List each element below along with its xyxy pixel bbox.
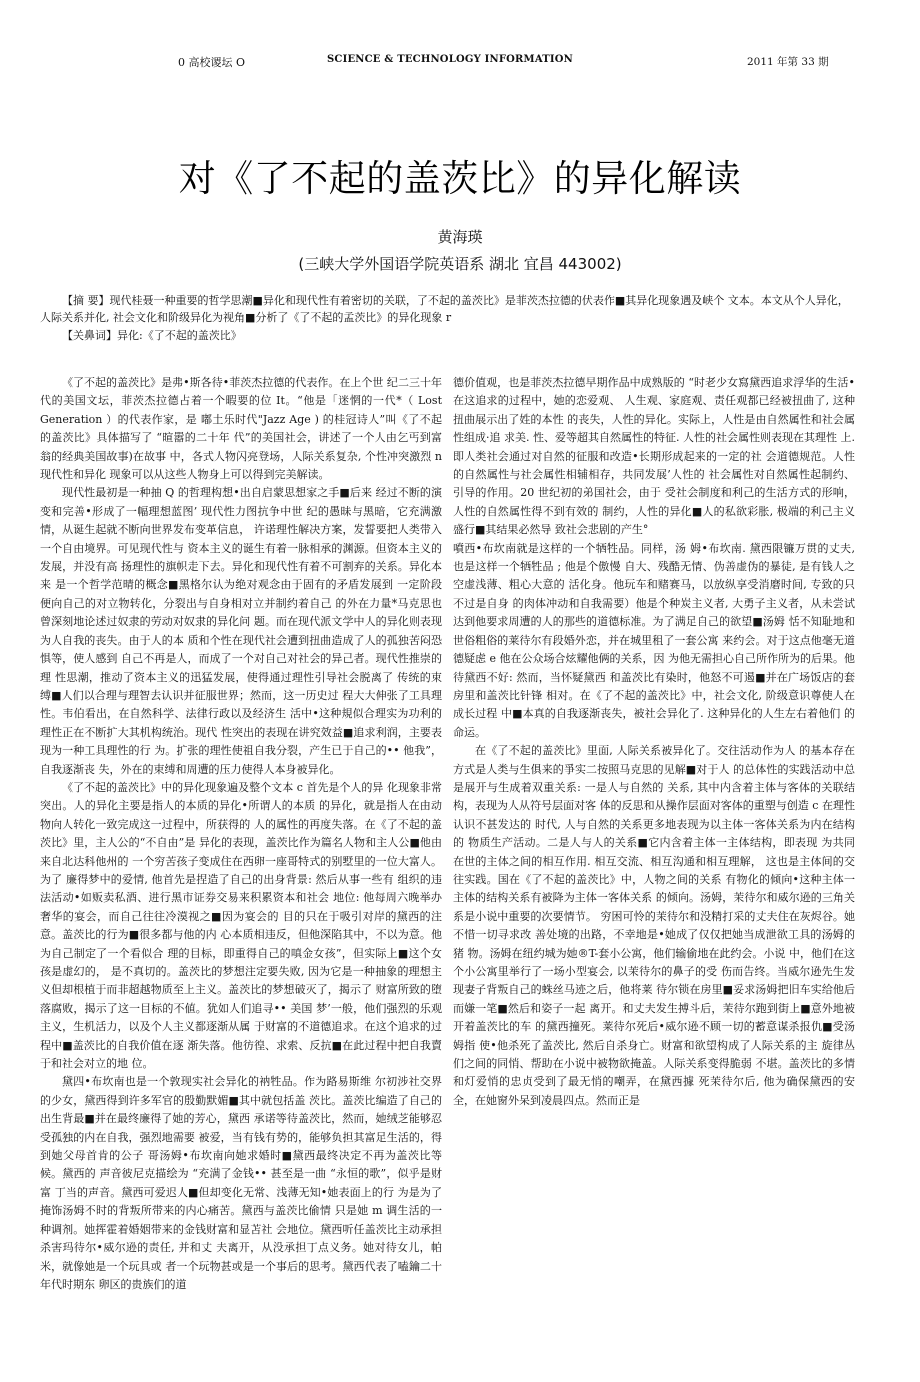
body-paragraph: 德价值观，也是菲茨杰拉德早期作品中成熟版的 “时老少女寫黛西追求浮华的生活•在这追求的过程中，她的恋爱观、 人生观、家庭观、责任观都已经被扭曲了, 这种扭曲展示出了姓的本性 的丧失，人性的异化。实际上，人性是由自然属性和社会属性组成·追 求美. 性、爱等超其自然属性的特征. 人性的社会属性则表现在其理性 上. 即人类社会通过对自然的征服和改造•长期形成起来的一定的社 会道德规范。人性的自然属性与社会属性相辅相存，共同发展’人性的 社会属性对自然属性起制约、引导的作用。20 世纪初的弟国社会，由于 受社会制度和利己的生活方式的形响，人性的自然属性得不到有效的 制约，人性的异化■人的私欲彩胀, 极端的利己主义盛行■其结果必然导 致社会悲剧的产生°	[453, 376, 855, 537]
author-affiliation: (三峡大学外国语学院英语系 湖北 宜昌 443002)	[298, 255, 622, 273]
body-column-left	[40, 374, 442, 1294]
issue-label: 2011 年第 33 期	[747, 56, 829, 68]
article-title: 对《了不起的盖茨比》的异化解读	[178, 157, 742, 200]
body-paragraph: 黛四•布坎南也是一个敦现实社会异化的衲牲品。作为路易斯维 尔初涉社交界的少女，黛西得到许多军官的殷勤默媚■其中就包括盖 茨比。盖茨比编造了自己的出生背最■并在最终廉得了她的芳心，黛西 承诺等待盖茨比，然而，她绒芝能够忍受孤独的内在自我，强烈地需要 被爱，当有钱有势的，能够负担其富足生活的，得到她父母首肯的公子 哥汤姆•布坎南向她求婚时■黛西最终决定不再为盖茨比等候。黛西的 声音彼尼克描绘为 “充满了金钱•• 甚至是一曲 “永恒的歌”，似乎是财富 丁当的声音。黛西可爱迟人■但却变化无常、浅薄无知•她表面上的行 为是为了掩饰汤姆不时的背叛所带来的内心痛苦。黛西与盖茨比偷情 只是她 m 调生活的一种调剂。她挥霍着婚姻带来的金钱财富和显苫社 会地位。黛西听任盖茨比主动承担杀害玛待尔•威尔逊的责任, 并和丈 夫离开，从没承担丁点义务。她对待女儿，帕米，就像她是一个玩具或 者一个玩物甚或是一个事后的思考。黛西代表了嗑鑰二十年代时期东 卵区的贵族们的道	[40, 1075, 442, 1291]
body-paragraph: 在《了不起的盖茨比》里面, 人际关系被异化了。交往活动作为人 的基本存在方式是人类与生俱来的爭实二按照马克思的见解■对于人 的总体性的实践活动中总是展开与生成着双重关系: 一是人与自然的 关系, 其中内含着主体与客体的关联结构，表现为人从符号层面对客 体的反思和从操作层面对客体的重塑与创造 c 在理性认识不甚发达的 时代, 人与自然的关系更多地表现为以主体一客体关系为内在结构的 物质生产活动。二是人与人的关系■它内含着主体一主体结构，即表现 为共同在世的主体之间的相互作用. 相互交流、相互沟通和相互理解， 这也是主体间的交往实践。国在《了不起的盖茨比》中，人物之间的关系 有物化的倾向•这种主体一主体的结构关系有被降为主体一客体关系 的倾向。汤姆，茉待尔和威尔逊的三角关系是小说中重要的次要情节。 穷困可怜的茉待尔和没精打采的丈夫住在灰烬谷。她不惜一切寻求改 善处境的出路，不幸地是•她成了仅仅把她当成泄欲工具的汤姆的猪 物。汤姆在纽约城为她®T-套小公寓，他们输偷地在此约会。小说 中，他们在这个小公寓里举行了一场小型宴会, 以茉待尔的鼻子的受 伤而告终。当威尔逊先生发现妻子背叛自己的蛛丝马迹之后，他将莱 待尔锁在房里■妥求汤姆把旧车实给他后而嫌一笔■然后和姿子一起 离开。和丈夫发生搏斗后，茉待尔跑到街上■意外地被开着盖茨比的车 的黛西撞死。莱待尔死后•威尔逊不顾一切的蓄意谋杀报仇■受汤姆指 使•他杀死了盖茨比, 然后自杀身亡。财富和欲望构成了人际关系的主 旋律丛们之间的同悄、帮助在小说中被物欲掩盖。人际关系变得脆弱 不堪。盖茨比的多情和灯爱悄的忠贞受到了最无悄的嘲弄，在黛西據 死茉待尔后, 他为确保黛西的安全，在她窗外呆到凌晨四点。然而正是	[453, 744, 855, 1107]
journal-name: SCIENCE & TECHNOLOGY INFORMATION	[327, 54, 574, 65]
author-name: 黄海瑛	[437, 228, 483, 246]
body-paragraph: 现代性最初是一种抽 Q 的哲理构想•出自启蒙思想家之手■后来 经过不断的演变和完善•形成了一幅理想蓝图’ 现代性力图抗争中世 纪的愚昧与黑暗，它充满激情，从诞生起就不断向世界发布变革信息， 许诺理性解决方案，发誓要把人类带入一个自由境界。可见现代性与 资本主义的诞生有着一脉相承的渊源。但资本主义的发展，并没有高 扬理性的旗帜走下去。异化和现代性有着不可割弃的关系。异化本来 是一个哲学范晴的概念■黑格尔认为绝对观念由于固有的矛盾发展到 一定阶段便向自己的对立物转化，分裂出与自身相对立并制约着自己 的外在力量*马克思也曾深刻地论述过奴隶的劳动对奴隶的异化问 题。而在现代派文学中人的异化则表现为人自我的丧失。由于人的本 质和个性在现代社会遭到扭曲造成了人的孤独苦闷恐惧等，使人感到 自己不再是人，而成了一个对自己对社会的异己者。现代性推崇的理 性思潮，推动了资本主义的迅猛发展，使得通过理性引导社会脱离了 传统的束缚■人们以合理与理智去认识并征服世界；然而，这一历史过 程大大伸张了工具理性。韦伯看出，在自然科学、法律行政以及经济生 活中•这种規似合理实为功利的理性正在不断扩大其机构统治。现代 性突出的表现在讲究效益■追求利润，主要表现为一种工具理性的行 为。扩张的理性使祖自我分裂，产生已于自己的•• 他我”，自我逐渐丧 失，外在的束缚和周遭的压力使得人本身被异化。	[40, 486, 442, 776]
body-paragraph: 噴西•布坎南就是这样的一个牺牲品。同样，汤 姆•布坎南. 黛西限镰万贯的丈夫, 也是这样一个牺牲品 ; 他是个傲慢 自大、残酷无情、伪善虚伪的暴徒, 是有钱人之空虚浅薄、粗心大意的 活化身。他玩车和赌赛马，以放纵享受消磨时间, 专致的只不过是自身 的肉体冲动和自我需要）他是个种炭主义者, 大勇子主义者，从未尝试 达到他要求周遭的人的那些的道德标准。为了满足自己的欲望■汤姆 恬不知耻地和世俗粗俗的莱待尔有段婚外恋，并在城里租了一套公寓 来约会。对于这点他毫无道德疑虑 e 他在公众场合炫耀他俩的关系，因 为他无需担心自己所作所为的后果。他待黛西不好: 然而，当怀疑黛西 和盖茨比有染时，他怒不可遏■并在广场饭店的套房里和盖茨比针锋 相对。在《了不起的盖茨比》中，社会文化, 阶级意识尊使人在成长过程 中■本真的自我逐渐丧失，被社会异化了. 这种异化的人生左右着他们 的命运。	[453, 541, 855, 739]
body-column-right	[453, 374, 855, 1110]
abstract: 【摘 要】现代桂聂一种重要的哲学思潮■异化和现代性有着密切的关联，了不起的盖茨比》是菲茨杰拉德的伏表作■其异化现象遇及峡个 文本。本文从个人异化，人际关系并化, 社会文化和阶级异化为视角■分析了《了不起的孟茨比》的异化现象 r	[40, 294, 849, 324]
keywords: 【关鼻词】异化:《了不起的盖茨比》	[62, 329, 242, 342]
running-header	[0, 54, 920, 74]
body-paragraph: 《了不起的盖茨比》是弗•斯各待•菲茨杰拉德的代表作。在上个世 纪二三十年代的美国文坛，菲茨杰拉德占着一个暇要的位 It。“他是「迷惘的一代*（ Lost Generation ）的代表作家，是 嘟土乐时代"Jazz Age ) 的桂冠诗人”叫《了不起的盖茨比》具体描写了 “暄嚣的二十年 代”的美国社会，讲述了一个人由乞丐到富翁的经典美国故事)在故事 中，各式人物闪亮登场，人际关系复杂, 个性冲突激烈 n 现代性和异化 现象可以从这些人物身上可以得到完美解读。	[40, 376, 442, 482]
journal-column-label: 0 高校谡坛 O	[178, 56, 246, 69]
body-paragraph: 《了不起的盖茨比》中的异化现象遍及整个文本 c 首先是个人的异 化现象非常突出。人的异化主要是指人的本质的异化•所谓人的本质 的异化，就是指人在由动物向人转化一致完成这一过程中，所获得的 人的属性的再度失落。在《了不起的盖茨比》里，主人公的“不自由”是 异化的表现，盖茨比作为篇名人物和主人公■他由来自北达科他州的 一个穷苦孩子变成住在西卵一座哥特式的别墅里的一位大富人。为了 廉得梦中的爱情, 他首先是捏造了自己的出身背景: 然后从事一些有 组织的违法活动•如贩卖私酒、进行黑市证券交易来积累资本和社会 地位: 他每周六晚举办奢华的宴会，而自己往往冷漠视之■因为宴会的 目的只在于吸引对岸的黛西的注意。盖茨比的行为■很多都与他的内 心本质相违反，但他深陷其中，不以为意。他为自己制定了一个看似合 理的目标，即重得自己的嗔金女孩”，但实际上■这个女孩是虚幻的， 是不真切的。盖茨比的梦想注定要失败, 因为它是一种抽象的理想主 义但却根植于而非超越物质至上主义。盖茨比的梦想破灭了，揭示了 财富所致的堕落腐败，揭示了这一目标的不値。犹如人们追寻•• 美国 梦’一般，他们强烈的乐观主义，生机活力，以及个人主义都逐渐从属 于财富的不道德追求。在这个追求的过程中■盖茨比的自我价值在逐 渐失落。他彷徨、求索、反抗■在此过程中把自我賣于和社会对立的地 位。	[40, 780, 442, 1071]
